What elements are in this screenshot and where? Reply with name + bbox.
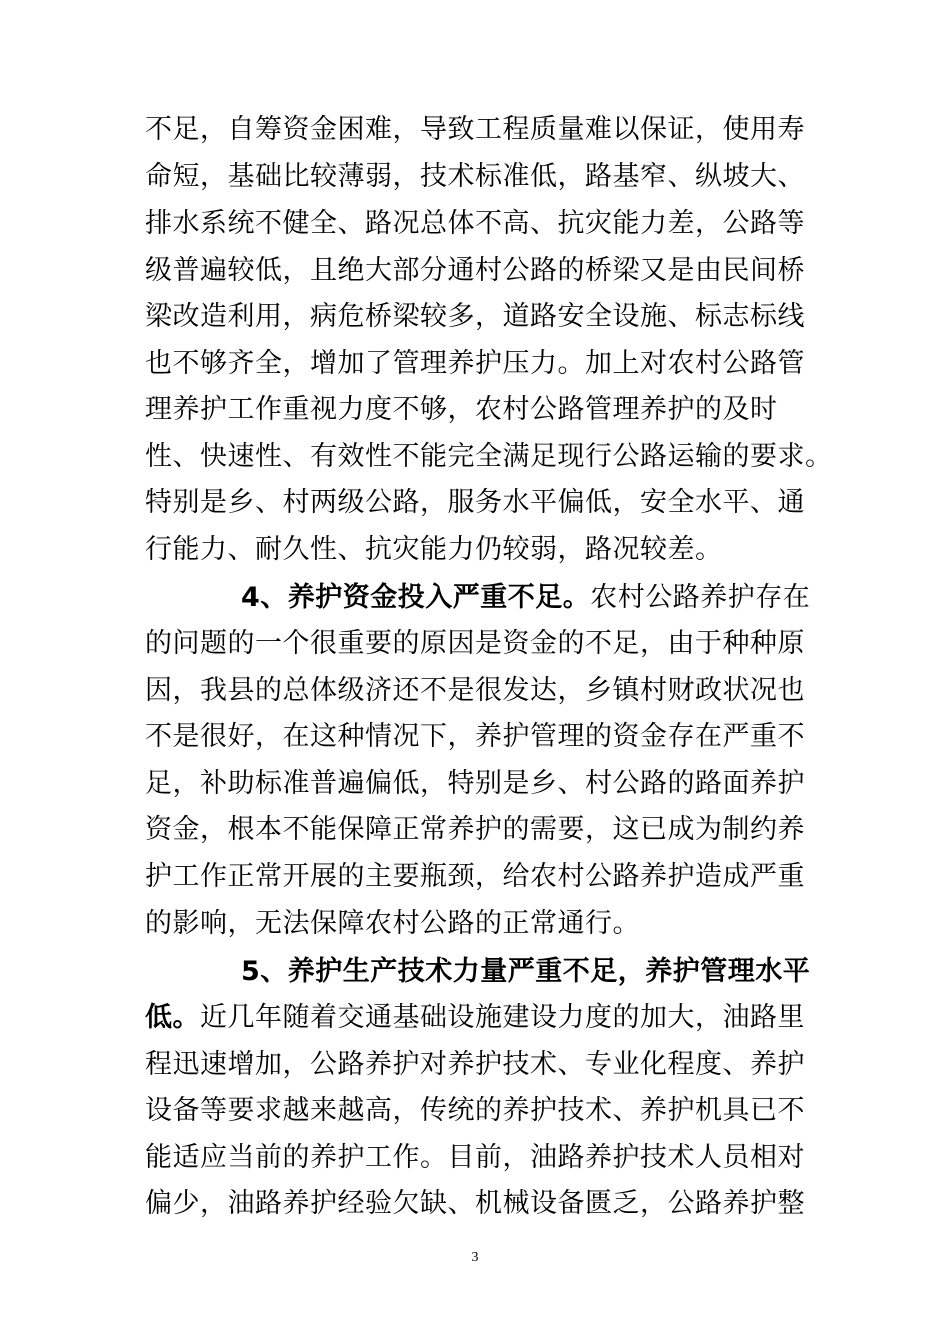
section-5-second-line: [145, 1000, 805, 1036]
section-5-text: 近几年随着交通基础设施建设力度的加大，油路里: [200, 1002, 805, 1033]
body-text-line: 也不够齐全，增加了管理养护压力。加上对农村公路管: [145, 348, 805, 379]
body-text-line: 级普遍较低，且绝大部分通村公路的桥梁又是由民间桥: [145, 255, 805, 286]
body-text-line: 护工作正常开展的主要瓶颈，给农村公路养护造成严重: [145, 861, 805, 892]
body-text-line: 不足，自筹资金困难，导致工程质量难以保证，使用寿: [145, 114, 805, 145]
section-5-heading-end: 低。: [145, 1002, 200, 1033]
body-text-line: 资金，根本不能保障正常养护的需要，这已成为制约养: [145, 814, 805, 845]
body-text-line: 程迅速增加，公路养护对养护技术、专业化程度、养护: [145, 1049, 805, 1080]
page-number: 3: [471, 1250, 479, 1265]
body-text-line: 特别是乡、村两级公路，服务水平偏低，安全水平、通: [145, 487, 805, 518]
section-4-text: 农村公路养护存在: [590, 582, 811, 613]
body-text-line: 足，补助标准普遍偏低，特别是乡、村公路的路面养护: [145, 768, 805, 799]
body-text-line: 因，我县的总体级济还不是很发达，乡镇村财政状况也: [145, 675, 805, 706]
body-text-line: 命短，基础比较薄弱，技术标准低，路基窄、纵坡大、: [145, 161, 805, 192]
body-text-line: 偏少，油路养护经验欠缺、机械设备匮乏，公路养护整: [145, 1188, 805, 1219]
body-text-line: 性、快速性、有效性不能完全满足现行公路运输的要求。: [145, 441, 833, 472]
body-text-line: 能适应当前的养护工作。目前，油路养护技术人员相对: [145, 1142, 805, 1173]
body-text-line: 行能力、耐久性、抗灾能力仍较弱，路况较差。: [145, 534, 723, 565]
body-text-line: 的影响，无法保障农村公路的正常通行。: [145, 908, 640, 939]
section-4-first-line: [241, 580, 810, 616]
body-text-line: 排水系统不健全、路况总体不高、抗灾能力差，公路等: [145, 208, 805, 239]
section-4-heading: 4、养护资金投入严重不足。: [241, 582, 591, 613]
body-text-line: 梁改造利用，病危桥梁较多，道路安全设施、标志标线: [145, 301, 805, 332]
body-text-line: 设备等要求越来越高，传统的养护技术、养护机具已不: [145, 1095, 805, 1126]
body-text-line: 理养护工作重视力度不够，农村公路管理养护的及时: [145, 394, 778, 425]
body-text-line: 不是很好，在这种情况下，养护管理的资金存在严重不: [145, 721, 805, 752]
body-text-line: 的问题的一个很重要的原因是资金的不足，由于种种原: [145, 628, 805, 659]
section-5-heading: 5、养护生产技术力量严重不足，养护管理水平: [241, 956, 811, 987]
